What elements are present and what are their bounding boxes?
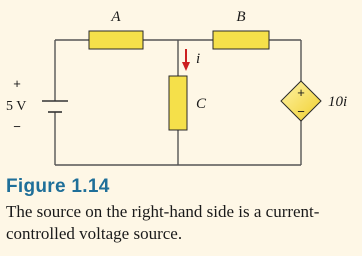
resistor-c (169, 76, 187, 130)
voltage-source-minus: − (13, 119, 21, 134)
resistor-a (89, 31, 143, 49)
dependent-source-plus: + (297, 85, 305, 100)
voltage-source-label: 5 V (6, 99, 27, 114)
resistor-a-label: A (111, 9, 121, 25)
voltage-source-plus: + (13, 76, 21, 91)
current-label: i (196, 51, 201, 67)
resistor-b (213, 31, 269, 49)
figure-label: Figure 1.14 (6, 176, 110, 197)
figure-caption: The source on the right-hand side is a current-controlled voltage source. (6, 202, 320, 243)
resistor-b-label: B (236, 9, 246, 25)
current-arrow-icon (182, 49, 190, 71)
dependent-source-minus: − (297, 104, 305, 119)
voltage-source-symbol (42, 101, 68, 112)
resistor-c-label: C (196, 96, 207, 112)
dependent-source-label: 10i (328, 94, 348, 110)
